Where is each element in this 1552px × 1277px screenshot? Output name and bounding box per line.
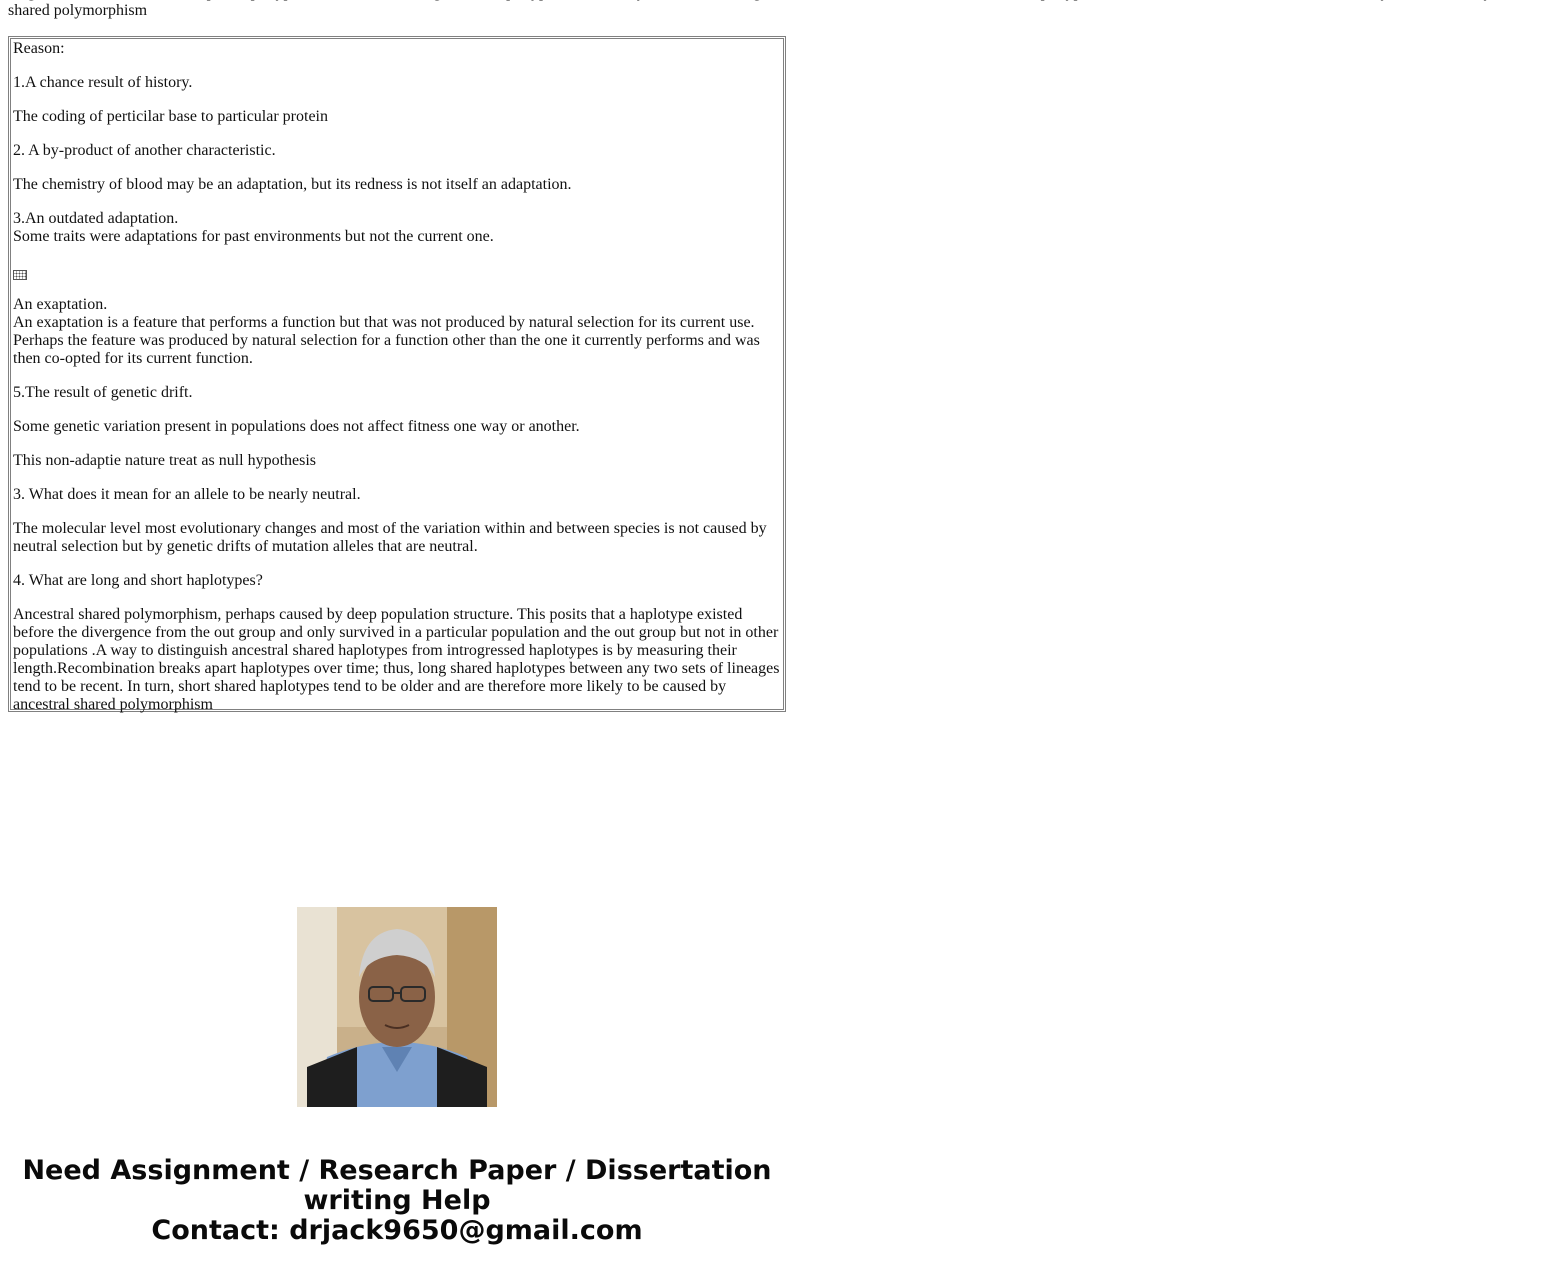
question-3: 3. What does it mean for an allele to be nearly neutral. (13, 486, 361, 503)
reason-heading: Reason: (13, 40, 65, 57)
promo-banner (0, 1156, 794, 1246)
promo-line-2: writing Help (303, 1185, 491, 1216)
question-4-answer: Ancestral shared polymorphism, perhaps caused by deep population structure. This posits that a haplotype existed before the divergence from the out group and only survived in a particular population and the out group but not in other populations .A way to distinguish ancestral shared haplotypes from introgressed haplotypes is by measuring their length.Recombination breaks apart haplotypes over time; thus, long shared haplotypes between any two sets of lineages tend to be recent. In turn, short shared haplotypes tend to be older and are therefore more likely to be caused by ancestral shared polymorphism (13, 606, 780, 713)
item4-text: An exaptation is a feature that performs a function but that was not produced by natural selection for its current use. Perhaps the feature was produced by natural selection for a function other than the one it currently performs and was then co-opted for its current function. (13, 314, 760, 367)
answer-cell (10, 38, 784, 713)
broken-image-icon (13, 270, 27, 280)
fragment-last-line: shared polymorphism (8, 2, 148, 19)
item3-text: Some traits were adaptations for past environments but not the current one. (13, 228, 494, 245)
question-3-answer: The molecular level most evolutionary changes and most of the variation within and between species is not caused by neutral selection but by genetic drifts of mutation alleles that are neutral. (13, 520, 767, 555)
item5-title: 5.The result of genetic drift. (13, 384, 193, 401)
promo-contact: Contact: drjack9650@gmail.com (151, 1215, 643, 1246)
item1-title: 1.A chance result of history. (13, 74, 193, 91)
author-photo (297, 907, 497, 1107)
item4-title: An exaptation. (13, 296, 108, 313)
item5-text: Some genetic variation present in populations does not affect fitness one way or another. (13, 418, 580, 435)
image-row (13, 262, 781, 296)
item3-title: 3.An outdated adaptation. (13, 210, 179, 227)
promo-line-1: Need Assignment / Research Paper / Dissertation (22, 1155, 772, 1186)
item2-title: 2. A by-product of another characteristic. (13, 142, 276, 159)
author-photo-graphic (297, 907, 497, 1107)
previous-answer-fragment (8, 0, 784, 20)
question-4: 4. What are long and short haplotypes? (13, 572, 263, 589)
item2-text: The chemistry of blood may be an adaptation, but its redness is not itself an adaptation. (13, 176, 572, 193)
null-hypothesis-text: This non-adaptie nature treat as null hypothesis (13, 452, 317, 469)
answer-table (8, 36, 786, 712)
item1-text: The coding of perticilar base to particular protein (13, 108, 328, 125)
